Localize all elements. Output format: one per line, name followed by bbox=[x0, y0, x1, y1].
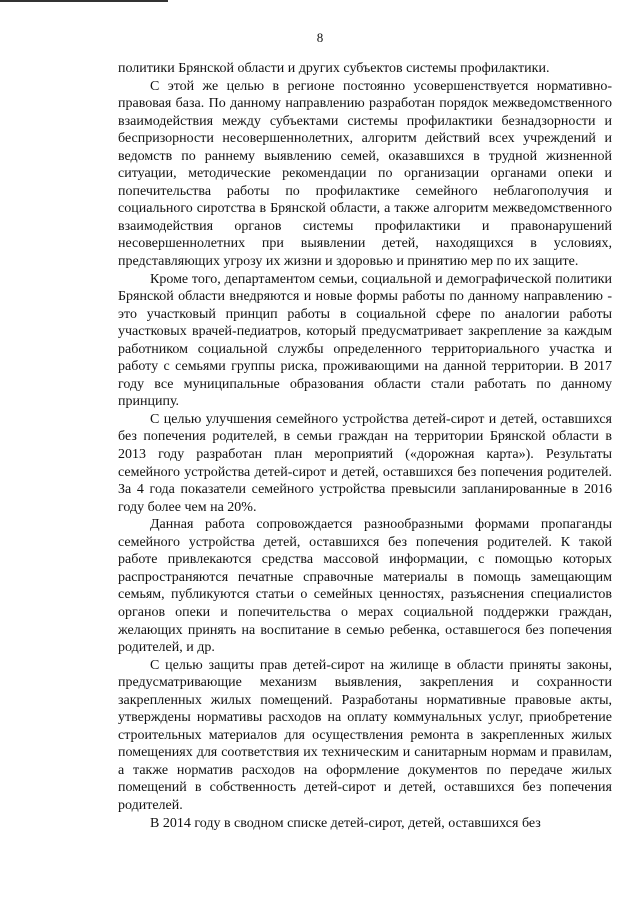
paragraph-continued: политики Брянской области и других субъектов системы профилактики. bbox=[118, 61, 550, 76]
paragraph-regulatory-base: С этой же целью в регионе постоянно усовершенствуется нормативно-правовая база. По данному направлению разработан порядок межведомственного взаимодействия между субъектами системы профилактики безнадзорности и беспризорности несовершеннолетних, алгоритм действий всех учреждений и ведомств по раннему выявлению семей, оказавшихся в трудной жизненной ситуации, методические рекомендации по организации органами опеки и попечительства работы по профилактике семейного неблагополучия и социального сиротства в Брянской области, а также алгоритм межведомственного взаимодействия органов системы профилактики и правонарушений несовершеннолетних при выявлении детей, находящихся в условиях, представляющих угрозу их жизни и здоровью и принятию мер по их защите. bbox=[118, 78, 612, 270]
paragraph-housing-rights: С целью защиты прав детей-сирот на жилище в области приняты законы, предусматривающие механизм выявления, закрепления и сохранности закрепленных жилых помещений. Разработаны нормативные правовые акты, утверждены нормативы расходов на оплату коммунальных услуг, приобретение строительных материалов для осуществления ремонта в закрепленных жилых помещениях для соответствия их техническим и санитарным нормам и правилам, а также норматив расходов на оформление документов по передаче жилых помещений в собственность детей-сирот и детей, оставшихся без попечения родителей. bbox=[118, 657, 612, 813]
document-body bbox=[118, 60, 612, 832]
paragraph-propaganda: Данная работа сопровождается разнообразными формами пропаганды семейного устройства детей, оставшихся без попечения родителей. К такой работе привлекаются средства массовой информации, с помощью которых распространяются печатные справочные материалы в помощь замещающим семьям, публикуются статьи о семейных ценностях, разъяснения специалистов органов опеки и попечительства о мерах социальной поддержки граждан, желающих принять на воспитание в семью ребенка, оставшегося без попечения родителей, и др. bbox=[118, 517, 612, 656]
paragraph-district-principle: Кроме того, департаментом семьи, социальной и демографической политики Брянской области внедряются и новые формы работы по данному направлению - это участковый принцип работы в социальной сфере по аналогии работы участковых врачей-педиатров, который предусматривает закрепление за каждым работником социальной службы определенного территориального участка и работу с семьями группы риска, проживающими на данной территории. В 2017 году все муниципальные образования области стали работать по данному принципу. bbox=[118, 271, 612, 410]
paragraph-2014-list: В 2014 году в сводном списке детей-сирот, детей, оставшихся без bbox=[150, 815, 541, 831]
top-rule bbox=[0, 0, 168, 2]
page-number: 8 bbox=[316, 30, 324, 45]
paragraph-family-placement: С целью улучшения семейного устройства детей-сирот и детей, оставшихся без попечения родителей, в семьи граждан на территории Брянской области в 2013 году разработан план мероприятий («дорожная карта»). Результаты семейного устройства детей-сирот и детей, оставшихся без попечения родителей. За 4 года показатели семейного устройства превысили запланированные в 2016 году более чем на 20%. bbox=[118, 411, 612, 515]
